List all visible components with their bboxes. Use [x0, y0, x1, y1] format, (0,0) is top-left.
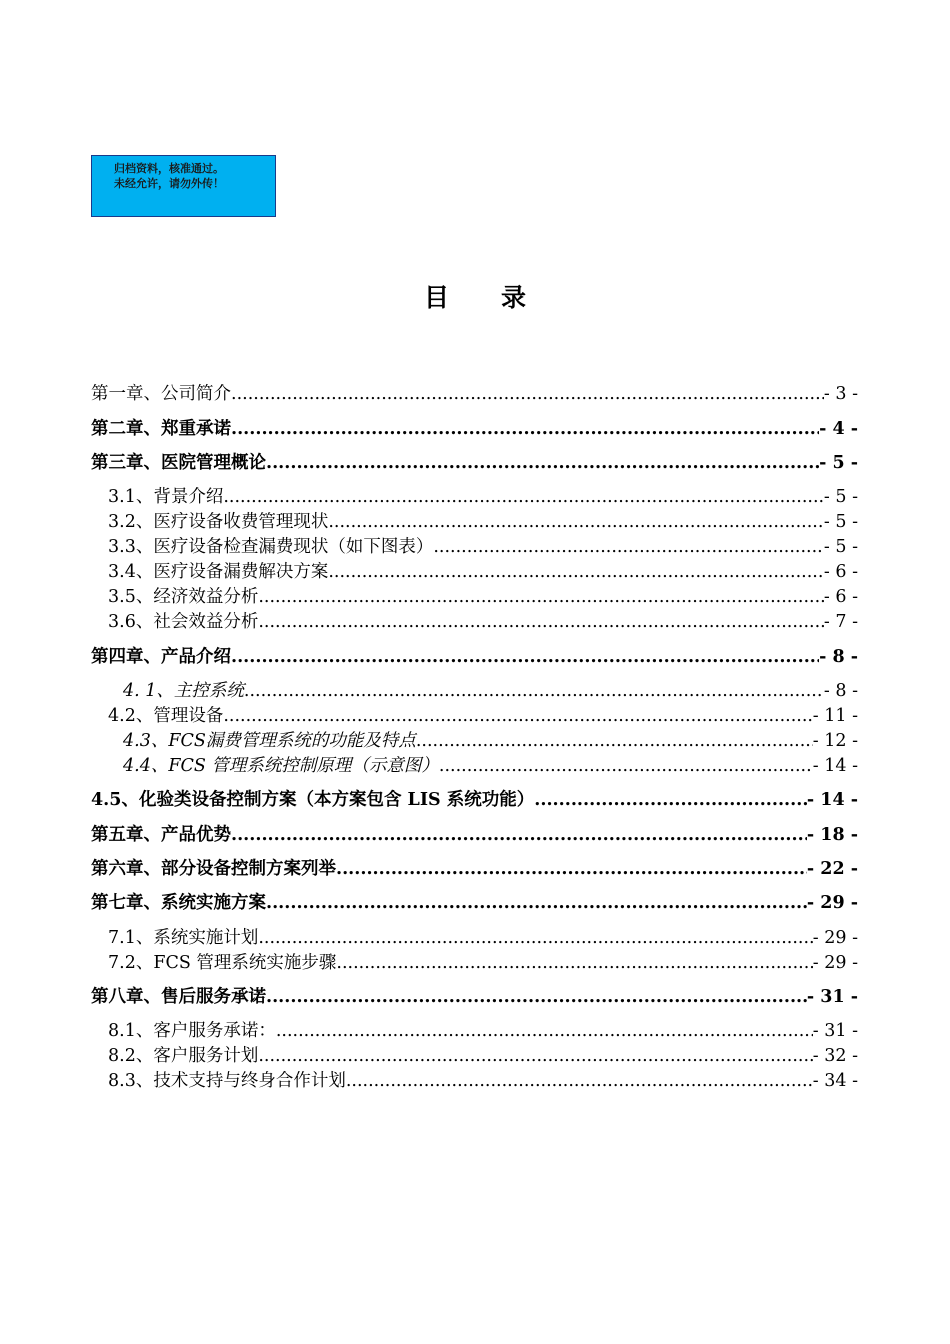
toc-entry-label: 8.1、客户服务承诺：	[108, 1021, 276, 1041]
toc-entry-page: - 5 -	[823, 512, 858, 532]
toc-entry[interactable]	[108, 561, 858, 583]
toc-leader-dots	[328, 511, 824, 533]
toc-entry-page: - 12 -	[812, 731, 858, 751]
toc-leader-dots	[231, 646, 819, 668]
toc-entry-label: 7.2、FCS 管理系统实施步骤	[108, 953, 337, 973]
toc-leader-dots	[266, 892, 807, 914]
toc-leader-dots	[258, 611, 824, 633]
toc-leader-dots	[223, 705, 812, 727]
title-char-2: 录	[501, 283, 527, 312]
toc-entry[interactable]	[108, 1070, 858, 1092]
toc-entry[interactable]	[91, 418, 858, 440]
toc-entry[interactable]	[108, 927, 858, 949]
stamp-line-1: 归档资料，核准通过。	[114, 162, 224, 175]
toc-entry-label: 第六章、部分设备控制方案列举	[91, 859, 336, 879]
toc-leader-dots	[266, 452, 819, 474]
toc-entry[interactable]	[123, 680, 858, 702]
toc-leader-dots	[276, 1020, 813, 1042]
toc-entry-page: - 14 -	[812, 756, 858, 776]
toc-entry[interactable]	[108, 611, 858, 633]
toc-entry-label: 4. 1、主控系统	[123, 681, 244, 701]
toc-entry-label: 3.3、医疗设备检查漏费现状（如下图表）	[108, 537, 434, 557]
toc-entry-page: - 14 -	[806, 790, 858, 810]
toc-leader-dots	[231, 383, 824, 405]
toc-entry-page: - 32 -	[812, 1046, 858, 1066]
toc-entry-page: - 5 -	[819, 453, 858, 473]
toc-entry-page: - 11 -	[812, 706, 858, 726]
toc-leader-dots	[266, 986, 807, 1008]
toc-entry-label: 3.5、经济效益分析	[108, 587, 259, 607]
toc-entry-label: 3.4、医疗设备漏费解决方案	[108, 562, 329, 582]
toc-entry[interactable]	[91, 452, 858, 474]
toc-entry-page: - 4 -	[819, 419, 858, 439]
toc-entry[interactable]	[108, 486, 858, 508]
toc-entry-label: 3.2、医疗设备收费管理现状	[108, 512, 329, 532]
toc-entry-label: 3.6、社会效益分析	[108, 612, 259, 632]
toc-entry[interactable]	[91, 858, 858, 880]
toc-entry-label: 第三章、医院管理概论	[91, 453, 266, 473]
toc-entry-label: 8.2、客户服务计划	[108, 1046, 259, 1066]
toc-leader-dots	[258, 927, 812, 949]
toc-entry-page: - 29 -	[806, 893, 858, 913]
toc-entry-label: 3.1、背景介绍	[108, 487, 224, 507]
toc-leader-dots	[346, 1070, 813, 1092]
toc-entry[interactable]	[91, 986, 858, 1008]
toc-entry[interactable]	[91, 646, 858, 668]
toc-entry-page: - 31 -	[806, 987, 858, 1007]
toc-entry[interactable]	[108, 1020, 858, 1042]
toc-leader-dots	[244, 680, 824, 702]
toc-entry-label: 第四章、产品介绍	[91, 647, 231, 667]
toc-entry-page: - 5 -	[823, 537, 858, 557]
toc-entry-page: - 31 -	[812, 1021, 858, 1041]
toc-entry-label: 第五章、产品优势	[91, 825, 231, 845]
toc-entry[interactable]	[91, 824, 858, 846]
toc-leader-dots	[258, 1045, 812, 1067]
toc-leader-dots	[231, 418, 819, 440]
toc-leader-dots	[534, 789, 807, 811]
toc-entry-label: 4.2、管理设备	[108, 706, 224, 726]
title-char-1: 目	[423, 283, 449, 312]
toc-leader-dots	[336, 952, 812, 974]
toc-entry-label: 第一章、公司简介	[91, 384, 231, 404]
toc-entry-label: 第七章、系统实施方案	[91, 893, 266, 913]
toc-leader-dots	[336, 858, 807, 880]
toc-entry-page: - 6 -	[823, 587, 858, 607]
toc-entry-page: - 18 -	[806, 825, 858, 845]
toc-entry-label: 4.5、化验类设备控制方案（本方案包含 LIS 系统功能）	[91, 790, 535, 810]
toc-entry[interactable]	[108, 586, 858, 608]
toc-entry-page: - 29 -	[812, 928, 858, 948]
toc-entry-label: 4.4、FCS 管理系统控制原理（示意图）	[123, 756, 439, 776]
toc-entry[interactable]	[123, 755, 858, 777]
toc-entry[interactable]	[108, 536, 858, 558]
toc-entry-label: 4.3、FCS漏费管理系统的功能及特点	[123, 731, 416, 751]
toc-entry-label: 第八章、售后服务承诺	[91, 987, 266, 1007]
toc-leader-dots	[433, 536, 824, 558]
toc-leader-dots	[328, 561, 824, 583]
toc-entry-label: 8.3、技术支持与终身合作计划	[108, 1071, 346, 1091]
toc-entry-page: - 8 -	[823, 681, 858, 701]
toc-entry[interactable]	[91, 892, 858, 914]
toc-entry-page: - 5 -	[823, 487, 858, 507]
toc-leader-dots	[258, 586, 824, 608]
toc-leader-dots	[231, 824, 807, 846]
toc-entry-label: 7.1、系统实施计划	[108, 928, 259, 948]
toc-entry-page: - 7 -	[823, 612, 858, 632]
toc-entry[interactable]	[91, 789, 858, 811]
stamp-line-2: 未经允许，请勿外传！	[114, 177, 224, 190]
toc-leader-dots	[439, 755, 813, 777]
toc-entry[interactable]	[108, 952, 858, 974]
toc-leader-dots	[416, 730, 813, 752]
toc-leader-dots	[223, 486, 824, 508]
toc-entry[interactable]	[108, 511, 858, 533]
toc-entry[interactable]	[108, 705, 858, 727]
toc-entry-label: 第二章、郑重承诺	[91, 419, 231, 439]
toc-entry-page: - 6 -	[823, 562, 858, 582]
toc-entry-page: - 34 -	[812, 1071, 858, 1091]
toc-entry[interactable]	[108, 1045, 858, 1067]
toc-entry-page: - 3 -	[823, 384, 858, 404]
toc-entry[interactable]	[91, 383, 858, 405]
toc-entry-page: - 29 -	[812, 953, 858, 973]
toc-entry[interactable]	[123, 730, 858, 752]
toc-entry-page: - 22 -	[806, 859, 858, 879]
toc-entry-page: - 8 -	[819, 647, 858, 667]
